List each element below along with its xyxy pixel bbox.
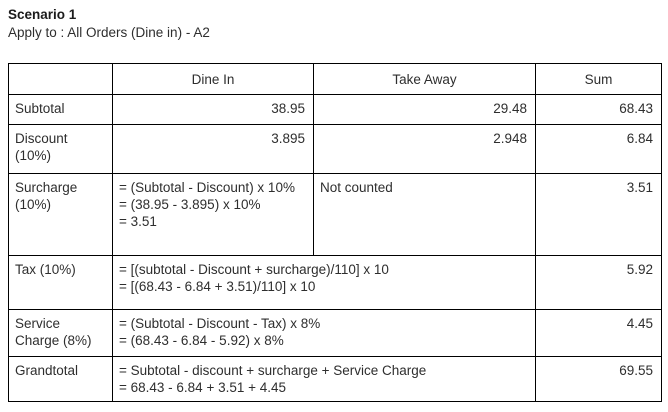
subtotal-dine-in-value: 38.95 xyxy=(113,95,314,125)
row-label-surcharge: Surcharge (10%) xyxy=(9,174,113,256)
subtotal-take-away-value: 29.48 xyxy=(314,95,536,125)
row-label-grandtotal: Grandtotal xyxy=(9,357,113,402)
header-row xyxy=(9,64,662,95)
row-label-service-charge: Service Charge (8%) xyxy=(9,310,113,357)
surcharge-take-away-note: Not counted xyxy=(314,174,536,256)
grandtotal-formula: = Subtotal - discount + surcharge + Service Charge = 68.43 - 6.84 + 3.51 + 4.45 xyxy=(113,357,536,402)
header-cell-dine-in: Dine In xyxy=(113,64,314,95)
table-row-discount xyxy=(9,125,662,174)
discount-sum-value: 6.84 xyxy=(536,125,662,174)
discount-take-away-value: 2.948 xyxy=(314,125,536,174)
page-subtitle: Apply to : All Orders (Dine in) - A2 xyxy=(8,25,210,40)
row-label-tax: Tax (10%) xyxy=(9,256,113,310)
header-cell-sum: Sum xyxy=(536,64,662,95)
subtotal-sum-value: 68.43 xyxy=(536,95,662,125)
discount-dine-in-value: 3.895 xyxy=(113,125,314,174)
row-label-discount: Discount (10%) xyxy=(9,125,113,174)
header-cell-take-away: Take Away xyxy=(314,64,536,95)
page-title: Scenario 1 xyxy=(8,7,77,22)
table-row-service-charge xyxy=(9,310,662,357)
pricing-calculation-table xyxy=(8,63,662,402)
grandtotal-sum-value: 69.55 xyxy=(536,357,662,402)
service-charge-formula: = (Subtotal - Discount - Tax) x 8% = (68.43 - 6.84 - 5.92) x 8% xyxy=(113,310,536,357)
table-row-subtotal xyxy=(9,95,662,125)
surcharge-dine-in-formula: = (Subtotal - Discount) x 10% = (38.95 - 3.895) x 10% = 3.51 xyxy=(113,174,314,256)
surcharge-sum-value: 3.51 xyxy=(536,174,662,256)
table-row-grandtotal xyxy=(9,357,662,402)
header-cell-empty xyxy=(9,64,113,95)
row-label-subtotal: Subtotal xyxy=(9,95,113,125)
table-row-surcharge xyxy=(9,174,662,256)
table-row-tax xyxy=(9,256,662,310)
tax-sum-value: 5.92 xyxy=(536,256,662,310)
tax-formula: = [(subtotal - Discount + surcharge)/110] x 10 = [(68.43 - 6.84 + 3.51)/110] x 10 xyxy=(113,256,536,310)
service-charge-sum-value: 4.45 xyxy=(536,310,662,357)
